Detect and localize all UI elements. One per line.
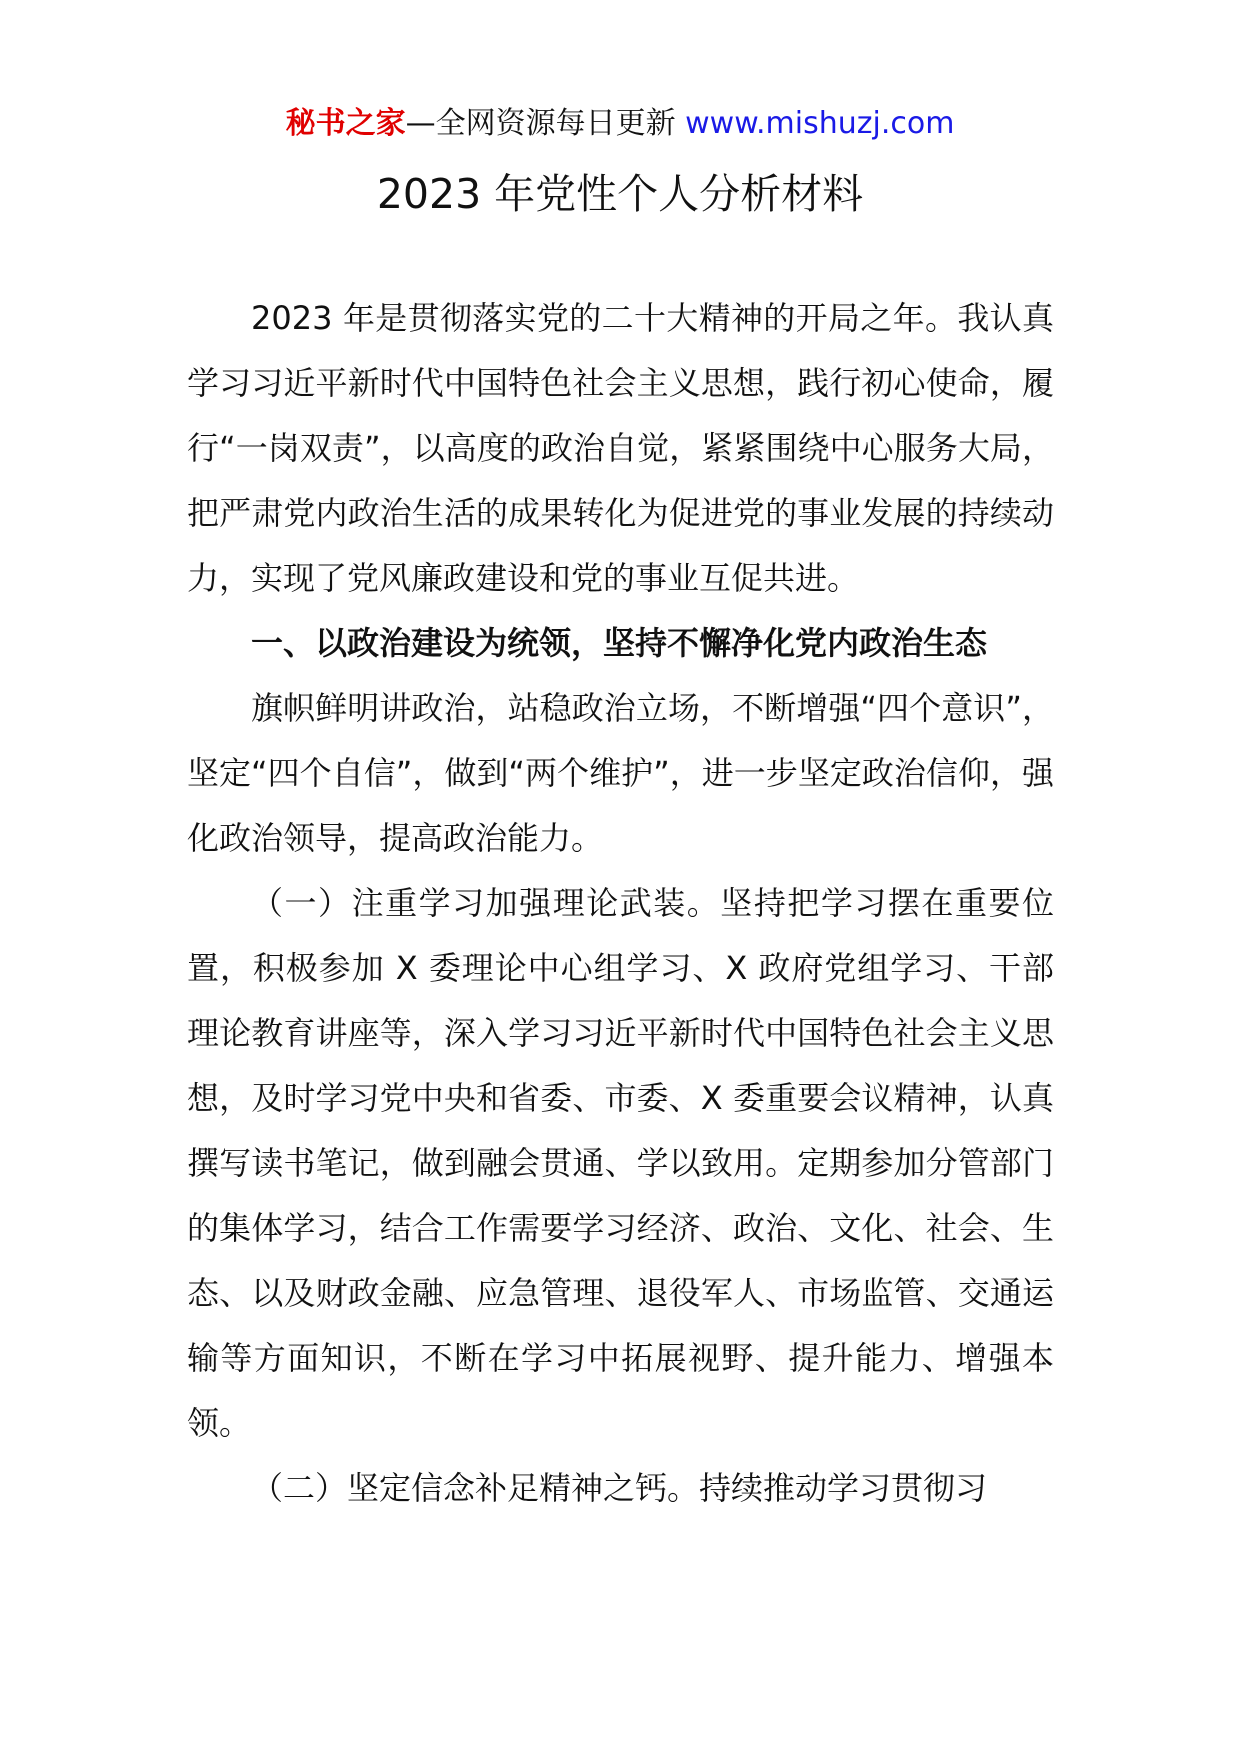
site-brand: 秘书之家	[285, 106, 406, 141]
paragraph-intro: 2023 年是贯彻落实党的二十大精神的开局之年。我认真学习习近平新时代中国特色社会主义思想，践行初心使命，履行“一岗双责”，以高度的政治自觉，紧紧围绕中心服务大局，把严肃党内政治生活的成果转化为促进党的事业发展的持续动力，实现了党风廉政建设和党的事业互促共进。	[187, 299, 1054, 597]
paragraph-subsection-1: （一）注重学习加强理论武装。坚持把学习摆在重要位置，积极参加 X 委理论中心组学习、X 政府党组学习、干部理论教育讲座等，深入学习习近平新时代中国特色社会主义思想，及时学习党中央和省委、市委、X 委重要会议精神，认真撰写读书笔记，做到融会贯通、学以致用。定期参加分管部门的集体学习，结合工作需要学习经济、政治、文化、社会、生态、以及财政金融、应急管理、退役军人、市场监管、交通运输等方面知识，不断在学习中拓展视野、提升能力、增强本领。	[187, 884, 1054, 1442]
paragraph-section-1: 旗帜鲜明讲政治，站稳政治立场，不断增强“四个意识”，坚定“四个自信”，做到“两个维护”，进一步坚定政治信仰，强化政治领导，提高政治能力。	[187, 689, 1054, 857]
document-body	[187, 286, 1054, 1521]
section-heading-1: 一、以政治建设为统领，坚持不懈净化党内政治生态	[251, 624, 988, 662]
site-header	[0, 104, 1240, 144]
paragraph-subsection-2: （二）坚定信念补足精神之钙。持续推动学习贯彻习	[251, 1469, 988, 1507]
site-url-link[interactable]: www.mishuzj.com	[685, 106, 955, 141]
document-title: 2023 年党性个人分析材料	[376, 170, 864, 218]
site-tagline: —全网资源每日更新	[405, 106, 676, 141]
